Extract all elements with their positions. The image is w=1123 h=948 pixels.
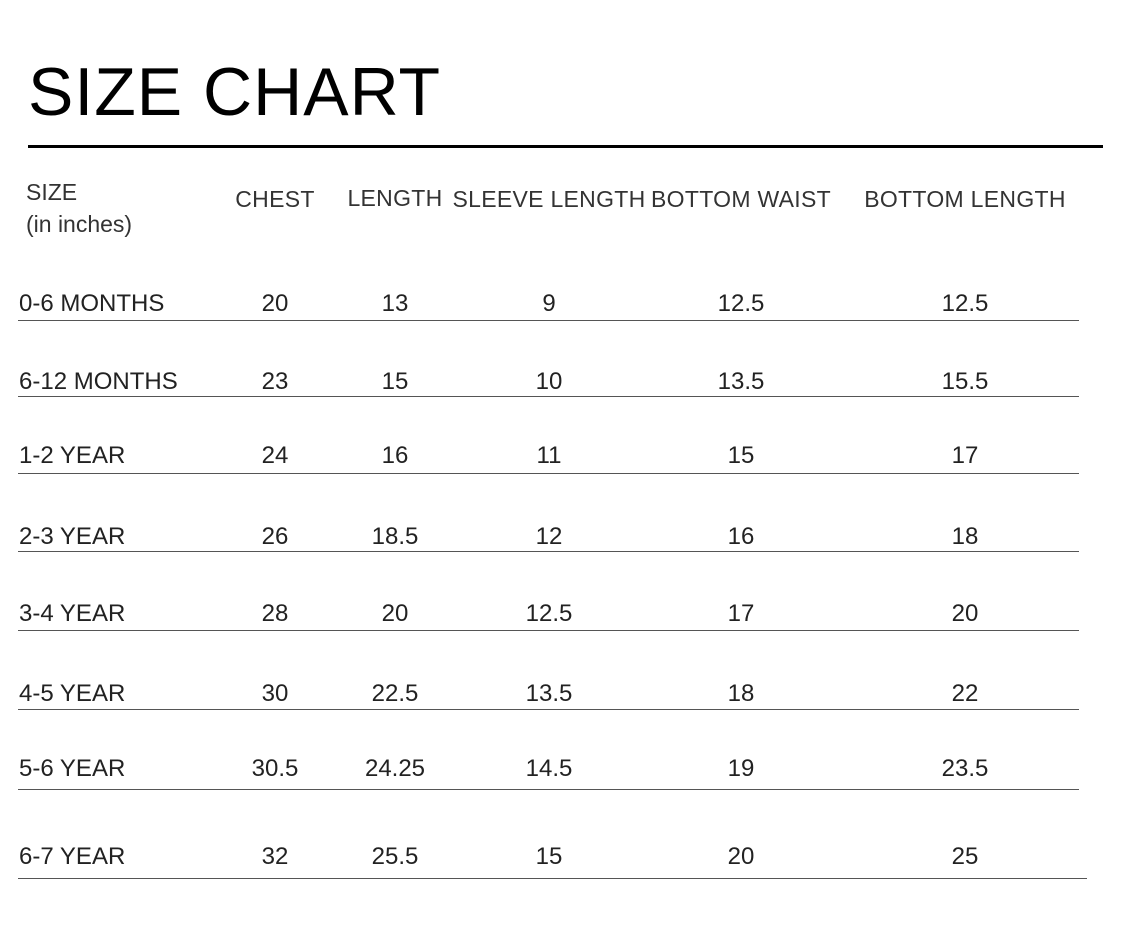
cell-length: 16	[381, 442, 409, 469]
row-size-label: 3-4 YEAR	[19, 600, 126, 627]
cell-bottom-waist: 16	[727, 523, 755, 550]
row-size-label: 1-2 YEAR	[19, 442, 126, 469]
cell-chest: 30	[261, 680, 289, 707]
row-divider	[18, 709, 1079, 710]
table-row	[0, 837, 1123, 877]
cell-bottom-length: 18	[951, 523, 979, 550]
cell-bottom-length: 23.5	[941, 755, 989, 782]
header-size	[26, 176, 132, 240]
table-row	[0, 594, 1123, 634]
cell-length: 20	[381, 600, 409, 627]
cell-bottom-waist: 18	[727, 680, 755, 707]
header-chest: CHEST	[235, 186, 315, 212]
cell-bottom-waist: 19	[727, 755, 755, 782]
cell-length: 18.5	[371, 523, 419, 550]
header-size-units: (in inches)	[26, 211, 133, 237]
row-divider	[18, 789, 1079, 790]
header-size-label: SIZE	[26, 179, 78, 205]
table-row	[0, 674, 1123, 714]
cell-bottom-waist: 12.5	[717, 290, 765, 317]
cell-chest: 20	[261, 290, 289, 317]
title-underline	[28, 145, 1103, 148]
row-size-label: 6-7 YEAR	[19, 843, 126, 870]
page-title: SIZE CHART	[28, 54, 442, 130]
cell-bottom-length: 25	[951, 843, 979, 870]
cell-bottom-length: 17	[951, 442, 979, 469]
row-size-label: 6-12 MONTHS	[19, 368, 178, 395]
cell-sleeve-length: 13.5	[525, 680, 573, 707]
cell-sleeve-length: 12	[535, 523, 563, 550]
cell-chest: 30.5	[251, 755, 299, 782]
cell-bottom-waist: 15	[727, 442, 755, 469]
row-divider	[18, 396, 1079, 397]
cell-bottom-waist: 17	[727, 600, 755, 627]
cell-length: 25.5	[371, 843, 419, 870]
cell-chest: 24	[261, 442, 289, 469]
row-divider	[18, 878, 1087, 879]
cell-sleeve-length: 10	[535, 368, 563, 395]
table-row	[0, 749, 1123, 789]
cell-bottom-length: 15.5	[941, 368, 989, 395]
row-divider	[18, 473, 1079, 474]
cell-length: 24.25	[364, 755, 426, 782]
cell-chest: 26	[261, 523, 289, 550]
row-size-label: 4-5 YEAR	[19, 680, 126, 707]
row-divider	[18, 320, 1079, 321]
row-size-label: 2-3 YEAR	[19, 523, 126, 550]
cell-bottom-length: 22	[951, 680, 979, 707]
cell-bottom-waist: 13.5	[717, 368, 765, 395]
cell-chest: 28	[261, 600, 289, 627]
cell-sleeve-length: 12.5	[525, 600, 573, 627]
row-divider	[18, 551, 1079, 552]
row-size-label: 0-6 MONTHS	[19, 290, 165, 317]
table-row	[0, 436, 1123, 476]
cell-sleeve-length: 15	[535, 843, 563, 870]
cell-bottom-length: 20	[951, 600, 979, 627]
cell-length: 15	[381, 368, 409, 395]
header-sleeve-length: SLEEVE LENGTH	[452, 186, 646, 212]
cell-bottom-waist: 20	[727, 843, 755, 870]
cell-chest: 23	[261, 368, 289, 395]
cell-length: 13	[381, 290, 409, 317]
header-bottom-length: BOTTOM LENGTH	[864, 186, 1066, 212]
cell-sleeve-length: 14.5	[525, 755, 573, 782]
cell-length: 22.5	[371, 680, 419, 707]
cell-sleeve-length: 11	[536, 442, 562, 469]
cell-bottom-length: 12.5	[941, 290, 989, 317]
header-length: LENGTH	[347, 185, 443, 211]
row-size-label: 5-6 YEAR	[19, 755, 126, 782]
row-divider	[18, 630, 1079, 631]
cell-sleeve-length: 9	[542, 290, 556, 317]
header-bottom-waist: BOTTOM WAIST	[651, 186, 831, 212]
table-row	[0, 284, 1123, 324]
cell-chest: 32	[261, 843, 289, 870]
